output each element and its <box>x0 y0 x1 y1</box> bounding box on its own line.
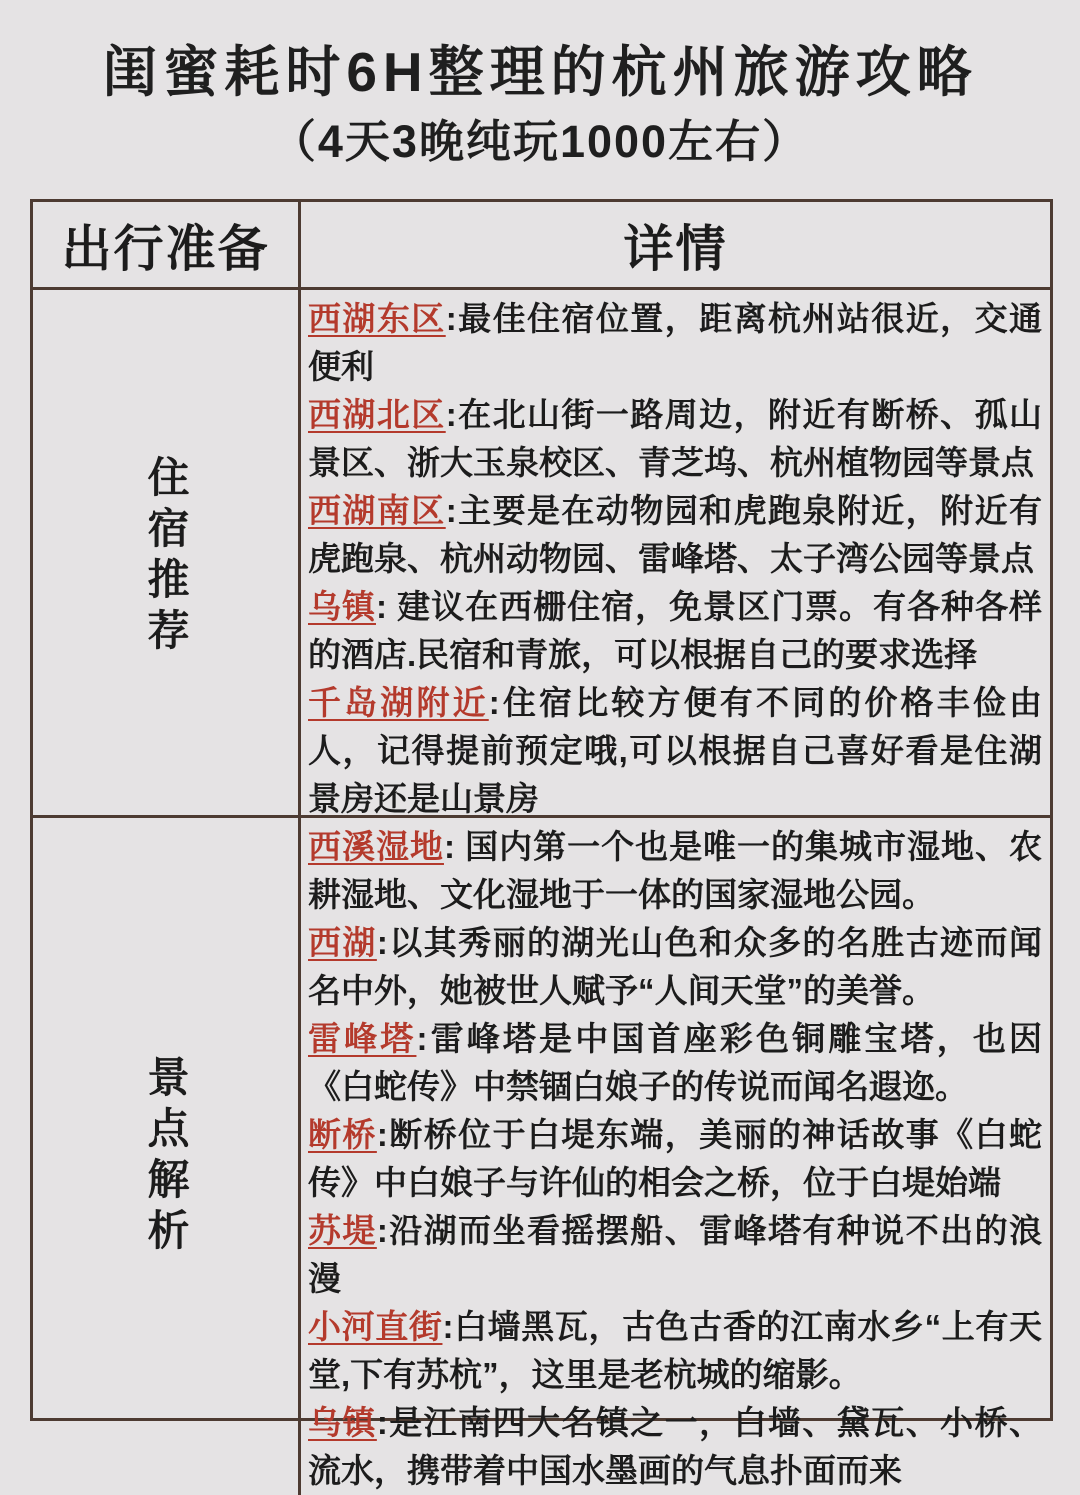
entry-description: :以其秀丽的湖光山色和众多的名胜古迹而闻名中外，她被世人赋予“人间天堂”的美誉。 <box>308 924 1042 1009</box>
entry-keyword-label: 西溪湿地 <box>308 828 444 865</box>
entry-keyword-label: 西湖 <box>308 924 377 961</box>
guide-entry <box>308 1399 1042 1495</box>
guide-entry <box>308 1111 1042 1207</box>
detail-cell-attractions <box>301 818 1050 1495</box>
guide-entry <box>308 583 1042 679</box>
category-cell-accommodation <box>33 290 301 823</box>
entry-description: :白墙黑瓦，古色古香的江南水乡“上有天堂,下有苏杭”，这里是老杭城的缩影。 <box>308 1308 1043 1393</box>
entry-description: :主要是在动物园和虎跑泉附近，附近有虎跑泉、杭州动物园、雷峰塔、太子湾公园等景点 <box>308 492 1042 577</box>
guide-entry <box>308 391 1042 487</box>
entry-keyword-label: 西湖北区 <box>308 396 446 433</box>
guide-entry <box>308 487 1042 583</box>
column-header-details: 详情 <box>623 220 728 277</box>
guide-entry <box>308 823 1042 919</box>
entry-keyword-label: 乌镇 <box>308 1404 377 1441</box>
guide-entry <box>308 919 1042 1015</box>
guide-entry <box>308 1303 1042 1399</box>
category-label-accommodation: 住宿推荐 <box>142 454 190 659</box>
entry-description: : 建议在西栅住宿，免景区门票。有各种各样的酒店.民宿和青旅，可以根据自己的要求选择 <box>308 588 1042 673</box>
category-label-attractions: 景点解析 <box>142 1054 190 1259</box>
detail-cell-accommodation <box>301 290 1050 823</box>
category-cell-attractions <box>33 818 301 1495</box>
entry-keyword-label: 小河直街 <box>308 1308 443 1345</box>
entry-keyword-label: 西湖东区 <box>308 300 446 337</box>
entry-description: :最佳住宿位置，距离杭州站很近，交通便利 <box>308 300 1042 385</box>
guide-entry <box>308 679 1042 823</box>
column-header-preparation: 出行准备 <box>61 220 270 277</box>
guide-table <box>30 199 1053 1489</box>
entry-description: :是江南四大名镇之一，白墙、黛瓦、小桥、流水，携带着中国水墨画的气息扑面而来 <box>308 1404 1042 1489</box>
page-title: 闺蜜耗时6H整理的杭州旅游攻略 <box>102 41 978 103</box>
guide-entry <box>308 1015 1042 1111</box>
entry-description: :沿湖而坐看摇摆船、雷峰塔有种说不出的浪漫 <box>308 1212 1042 1297</box>
table-row-accommodation <box>33 287 1050 815</box>
table-header-row <box>33 202 1050 287</box>
entry-description: :在北山街一路周边，附近有断桥、孤山景区、浙大玉泉校区、青芝坞、杭州植物园等景点 <box>308 396 1042 481</box>
entry-keyword-label: 西湖南区 <box>308 492 446 529</box>
entry-keyword-label: 雷峰塔 <box>308 1020 417 1057</box>
guide-entry <box>308 1207 1042 1303</box>
entry-keyword-label: 苏堤 <box>308 1212 377 1249</box>
table-row-attractions <box>33 815 1050 1489</box>
entry-keyword-label: 断桥 <box>308 1116 377 1153</box>
entry-description: :雷峰塔是中国首座彩色铜雕宝塔，也因《白蛇传》中禁锢白娘子的传说而闻名遐迩。 <box>308 1020 1042 1105</box>
entry-description: :断桥位于白堤东端，美丽的神话故事《白蛇传》中白娘子与许仙的相会之桥，位于白堤始端 <box>308 1116 1042 1201</box>
entry-description: : 国内第一个也是唯一的集城市湿地、农耕湿地、文化湿地于一体的国家湿地公园。 <box>308 828 1042 913</box>
header-cell-preparation <box>33 202 301 287</box>
header-cell-details <box>301 202 1050 287</box>
entry-keyword-label: 乌镇 <box>308 588 376 625</box>
entry-description: :住宿比较方便有不同的价格丰俭由人，记得提前预定哦,可以根据自己喜好看是住湖景房还是山景房 <box>308 684 1042 817</box>
page-subtitle: （4天3晚纯玩1000左右） <box>270 115 810 167</box>
guide-entry <box>308 295 1042 391</box>
entry-keyword-label: 千岛湖附近 <box>308 684 489 721</box>
